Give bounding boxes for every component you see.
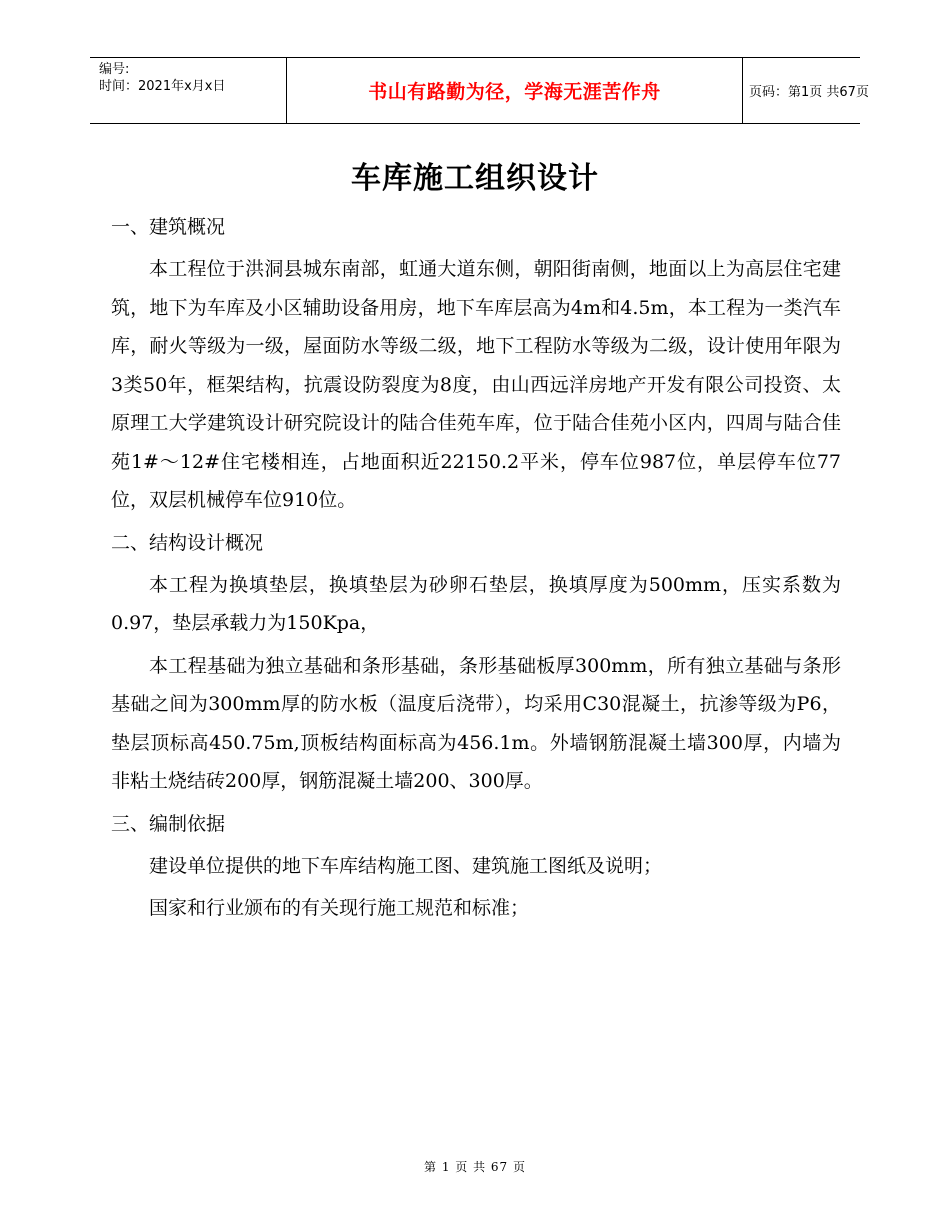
overview-paragraph: 本工程位于洪洞县城东南部，虹通大道东侧，朝阳街南侧，地面以上为高层住宅建筑，地下为车库及小区辅助设备用房，地下车库层高为4m和4.5m，本工程为一类汽车库，耐火等级为一级，屋面防水等级二级，地下工程防水等级为二级，设计使用年限为3类50年，框架结构，抗震设防裂度为8度，由山西远洋房地产开发有限公司投资、太原理工大学建筑设计研究院设计的陆合佳苑车库，位于陆合佳苑小区内，四周与陆合佳苑1#～12#住宅楼相连，占地面积近22150.2平米，停车位987位，单层停车位77位，双层机械停车位910位。 (111, 258, 841, 511)
document-code-label: 编号: (99, 62, 130, 77)
header-meta-cell (90, 58, 286, 123)
basis-item-drawings: 建设单位提供的地下车库结构施工图、建筑施工图纸及说明； (149, 854, 663, 877)
document-title: 车库施工组织设计 (351, 161, 599, 196)
header-motto: 书山有路勤为径，学海无涯苦作舟 (368, 81, 661, 103)
footer-page-number: 第 1 页 共 67 页 (424, 1160, 526, 1174)
document-body (111, 208, 841, 932)
header-motto-cell (286, 58, 743, 123)
basis-item-standards: 国家和行业颁布的有关现行施工规范和标准； (149, 897, 530, 919)
structure-paragraph-cushion: 本工程为换填垫层，换填垫层为砂卵石垫层，换填厚度为500mm，压实系数为0.97，垫层承载力为150Kpa， (111, 573, 841, 634)
header-page-info: 页码：第1页 共67页 (749, 85, 869, 100)
header-page-cell (741, 58, 869, 123)
document-time-label: 时间：2021年x月x日 (99, 79, 226, 94)
section-heading-overview: 一、建筑概况 (111, 216, 226, 238)
section-heading-structure: 二、结构设计概况 (111, 531, 264, 554)
header-table (90, 57, 869, 124)
structure-paragraph-foundation: 本工程基础为独立基础和条形基础，条形基础板厚300mm，所有独立基础与条形基础之间为300mm厚的防水板（温度后浇带），均采用C30混凝土，抗渗等级为P6，垫层顶标高450.75m,顶板结构面标高为456.1m。外墙钢筋混凝土墙300厚，内墙为非粘土烧结砖200厚，钢筋混凝土墙200、300厚。 (111, 654, 841, 792)
section-heading-basis: 三、编制依据 (111, 812, 226, 835)
